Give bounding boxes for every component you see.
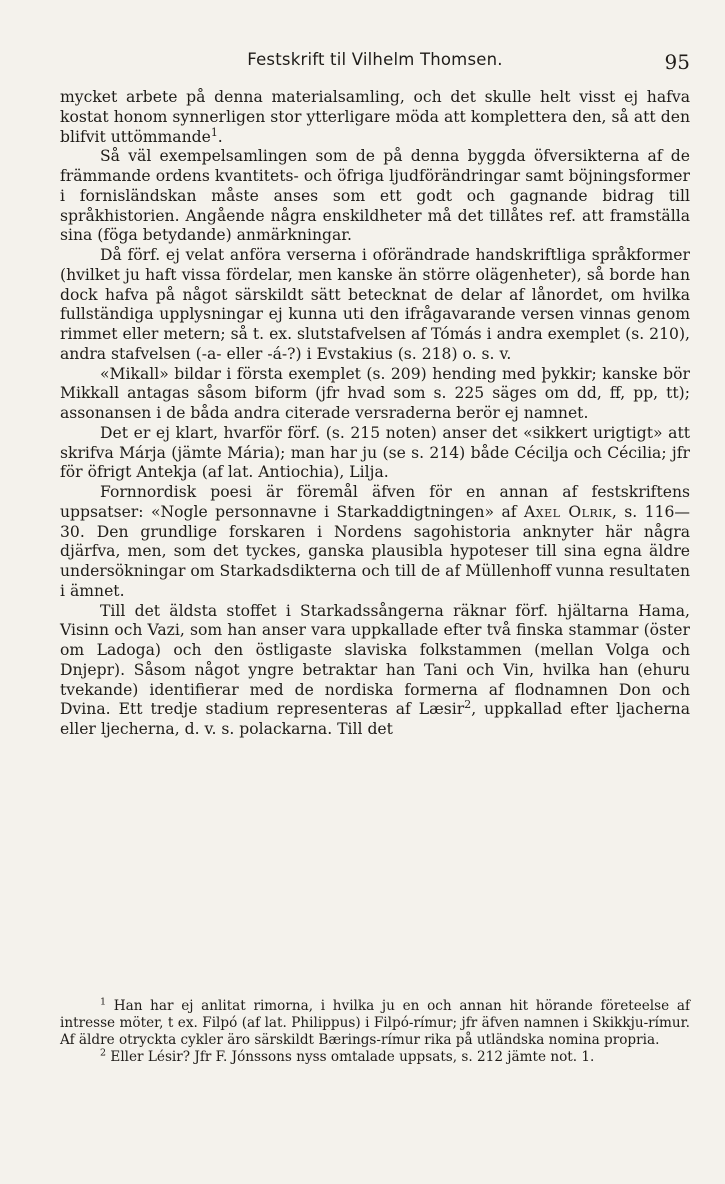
author-name: Axel Olrik [524,502,612,521]
footnote-mark: 1 [210,125,218,139]
paragraph: Det er ej klart, hvarför förf. (s. 215 noten) anser det «sikkert urigtigt» att skrifva Márja (jämte Mária); man har ju (se s. 214) både Cécilja och Cécilia; jfr för öfrigt Antekja (af lat. Antiochia), Lilja. [60,423,690,482]
paragraph: «Mikall» bildar i första exemplet (s. 209) hending med þykkir; kanske bör Mikkall antagas såsom biform (jfr hvad som s. 225 säges om dd, ff, pp, tt); assonansen i de båda andra citerade versraderna berör ej namnet. [60,364,690,422]
paragraph: Till det äldsta stoffet i Starkadssångerna räknar förf. hjältarna Hama, Visinn och Vazi, som han anser vara uppkallade efter två finska stammar (öster om Ladoga) och den östligaste slaviska folkstammen (mellan Volga och Dnjepr). Såsom något yngre betraktar han Tani och Vin, hvilka han (ehuru tvekande) identifierar med de nordiska formerna af flodnamnen Don och Dvina. Ett tredje stadium representeras af Læsir$^2$, uppkallad efter ljacherna eller ljecherna, d. v. s. polackarna. Till det [60,601,690,738]
paragraph: Så väl exempelsamlingen som de på denna byggda öfversikterna af de främmande ordens kvantitets- och öfriga ljudförändringar samt böjningsformer i fornisländskan måste anses som ett godt och gagnande bidrag till språkhistorien. Angående några enskildheter må det tillåtes ref. att framställa sina (föga betydande) anmärkningar. [60,147,690,245]
header-title: Festskrift til Vilhelm Thomsen. [247,50,503,69]
running-header [60,50,690,78]
paragraph: Då förf. ej velat anföra verserna i oförändrade handskriftliga språkformer (hvilket ju haft vissa fördelar, men kanske än större olägenheter), så borde han dock hafva på något särskildt sätt betecknat de delar af lånordet, om hvilka fullständiga upplysningar ej kunna uti den ifrågavarande versen vinnas genom rimmet eller metern; så t. ex. slutstafvelsen af Tómás i andra exemplet (s. 210), andra stafvelsen (-a- eller -á-?) i Evstakius (s. 218) o. s. v. [60,246,690,363]
main-text [60,88,690,740]
footnote: $^2$ Eller Lésir? Jfr F. Jónssons nyss omtalade uppsats, s. 212 jämte not. 1. [100,1047,595,1065]
paragraph: Fornnordisk poesi är föremål äfven för en annan af festskriftens uppsatser: «Nogle personnavne i Starkaddigtningen» af Axel Olrik, s. 116—30. Den grundlige forskaren i Nordens sagohistoria anknyter här några djärfva, men, som det tyckes, ganska plausibla hypoteser till sina egna äldre undersökningar om Starkadsdikterna och till de af Müllenhoff vunna resultaten i ämnet. [60,483,690,600]
page-number: 95 [664,50,690,74]
footnotes [60,998,690,1066]
footnote-mark: 2 [464,698,472,712]
footnote: $^1$ Han har ej anlitat rimorna, i hvilka ju en och annan hit hörande företeelse af intresse möter, t ex. Filpó (af lat. Philippus) i Filpó-rímur; jfr äfven namnen i Skikkju-rímur. Af äldre otryckta cykler äro särskildt Bærings-rímur rika på utländska nomina propria. [60,996,690,1048]
paragraph: mycket arbete på denna materialsamling, och det skulle helt visst ej hafva kostat honom synnerligen stor ytterligare möda att komplettera den, så att den blifvit uttömmande$^1$. [60,88,690,146]
